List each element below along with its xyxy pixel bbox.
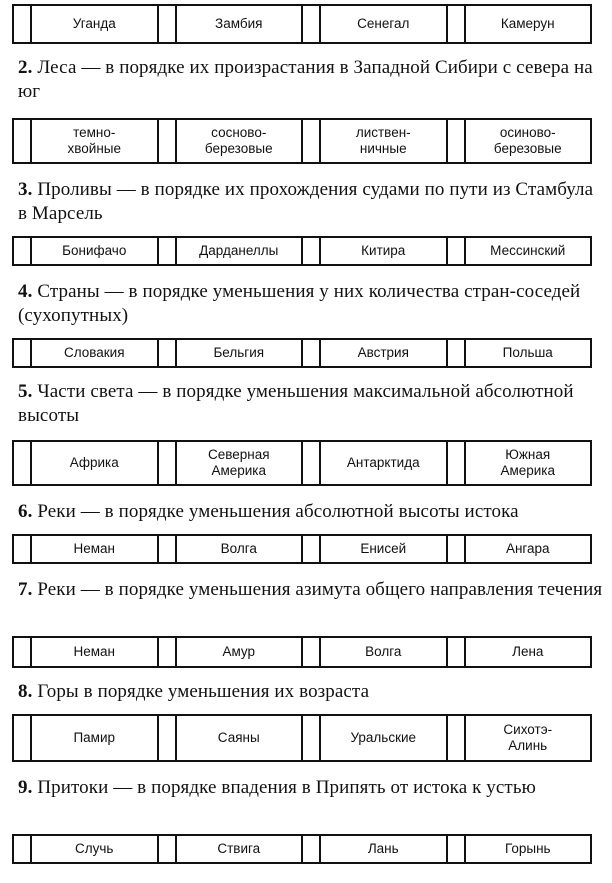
answer-cell [14, 836, 157, 862]
answer-slot[interactable] [303, 836, 321, 862]
answer-option: листвен- ничные [355, 125, 411, 156]
question-number: 2. [18, 57, 33, 78]
answer-option: осиново- березовые [493, 125, 562, 156]
answer-cell [14, 638, 157, 666]
answer-option: Уральские [350, 730, 417, 745]
question-number: 5. [18, 381, 33, 402]
answer-option: Бонифачо [62, 243, 127, 258]
answer-slot[interactable] [14, 638, 32, 666]
answer-option: Горынь [504, 841, 551, 856]
answer-slot[interactable] [448, 638, 466, 666]
question-number: 6. [18, 501, 33, 522]
answer-cell [157, 716, 302, 760]
answer-option: Уганда [72, 16, 116, 31]
question-8 [18, 680, 604, 704]
answer-option: Польша [502, 345, 553, 360]
answer-slot[interactable] [448, 238, 466, 264]
answer-option: Африка [69, 455, 119, 470]
answer-option: Енисей [360, 541, 407, 556]
answer-option: Неман [73, 644, 115, 659]
answer-slot[interactable] [303, 120, 321, 162]
answer-slot[interactable] [448, 6, 466, 42]
answer-slot[interactable] [14, 238, 32, 264]
answer-cell [157, 120, 302, 162]
answer-cell [446, 442, 591, 484]
question-4 [18, 280, 604, 328]
answer-option: Случь [75, 841, 114, 856]
answer-option: Словакия [63, 345, 125, 360]
answer-slot[interactable] [14, 836, 32, 862]
answer-slot[interactable] [159, 238, 177, 264]
answer-row-9 [12, 834, 592, 864]
answer-option: Мессинский [490, 243, 566, 258]
answer-slot[interactable] [303, 340, 321, 366]
answer-cell [157, 638, 302, 666]
answer-option: Дарданеллы [199, 243, 279, 258]
answer-slot[interactable] [448, 716, 466, 760]
answer-slot[interactable] [14, 442, 32, 484]
answer-option: сосново- березовые [204, 125, 273, 156]
answer-slot[interactable] [159, 716, 177, 760]
answer-cell [446, 238, 591, 264]
answer-slot[interactable] [159, 120, 177, 162]
question-number: 8. [18, 681, 33, 702]
answer-slot[interactable] [14, 716, 32, 760]
answer-cell [446, 120, 591, 162]
answer-cell [301, 836, 446, 862]
answer-cell [301, 638, 446, 666]
answer-cell [14, 120, 157, 162]
question-text: Части света — в порядке уменьшения максимальной абсолютной высоты [18, 381, 574, 426]
question-5 [18, 380, 604, 428]
answer-cell [14, 442, 157, 484]
question-number: 4. [18, 281, 33, 302]
answer-cell [446, 716, 591, 760]
answer-slot[interactable] [303, 442, 321, 484]
answer-cell [14, 340, 157, 366]
question-number: 3. [18, 179, 33, 200]
answer-option: Австрия [357, 345, 409, 360]
answer-slot[interactable] [14, 340, 32, 366]
answer-option: Сенегал [357, 16, 410, 31]
answer-row-5 [12, 440, 592, 486]
answer-cell [301, 120, 446, 162]
answer-slot[interactable] [159, 6, 177, 42]
answer-cell [14, 716, 157, 760]
answer-slot[interactable] [303, 716, 321, 760]
answer-slot[interactable] [303, 638, 321, 666]
answer-slot[interactable] [303, 6, 321, 42]
answer-slot[interactable] [14, 120, 32, 162]
answer-slot[interactable] [159, 340, 177, 366]
answer-row-2 [12, 118, 592, 164]
answer-slot[interactable] [159, 638, 177, 666]
question-text: Реки — в порядке уменьшения абсолютной высоты истока [37, 501, 519, 522]
answer-slot[interactable] [159, 836, 177, 862]
answer-cell [157, 442, 302, 484]
answer-slot[interactable] [448, 536, 466, 562]
answer-slot[interactable] [159, 442, 177, 484]
question-text: Проливы — в порядке их прохождения судами по пути из Стамбула в Марсель [18, 179, 594, 224]
question-text: Притоки — в порядке впадения в Припять от истока к устью [37, 777, 536, 798]
question-7 [18, 578, 604, 602]
question-text: Леса — в порядке их произрастания в Западной Сибири с севера на юг [18, 57, 593, 102]
answer-slot[interactable] [14, 536, 32, 562]
answer-option: темно- хвойные [67, 125, 121, 156]
answer-option: Южная Америка [500, 447, 556, 478]
question-number: 9. [18, 777, 33, 798]
answer-cell [446, 6, 591, 42]
answer-option: Сихотэ- Алинь [503, 722, 553, 753]
answer-cell [14, 6, 157, 42]
answer-cell [157, 536, 302, 562]
answer-cell [301, 6, 446, 42]
answer-option: Саяны [217, 730, 260, 745]
question-3 [18, 178, 604, 226]
answer-slot[interactable] [448, 340, 466, 366]
question-2 [18, 56, 604, 104]
answer-slot[interactable] [159, 536, 177, 562]
answer-option: Бельгия [213, 345, 265, 360]
answer-slot[interactable] [303, 536, 321, 562]
answer-row-4 [12, 338, 592, 368]
answer-option: Камерун [500, 16, 555, 31]
question-text: Реки — в порядке уменьшения азимута общего направления течения [37, 579, 603, 600]
answer-option: Лань [367, 841, 399, 856]
answer-cell [157, 238, 302, 264]
answer-row-8 [12, 714, 592, 762]
answer-slot[interactable] [448, 836, 466, 862]
answer-option: Памир [73, 730, 116, 745]
answer-option: Ствига [217, 841, 261, 856]
answer-slot[interactable] [14, 6, 32, 42]
answer-cell [301, 442, 446, 484]
answer-slot[interactable] [448, 442, 466, 484]
answer-option: Амур [222, 644, 256, 659]
answer-option: Ангара [505, 541, 550, 556]
answer-cell [446, 836, 591, 862]
question-text: Страны — в порядке уменьшения у них количества стран-соседей (сухопутных) [18, 281, 581, 326]
answer-option: Неман [73, 541, 115, 556]
answer-cell [14, 536, 157, 562]
answer-cell [301, 536, 446, 562]
answer-option: Антарктида [346, 455, 420, 470]
answer-cell [446, 340, 591, 366]
answer-option: Северная Америка [207, 447, 270, 478]
question-text: Горы в порядке уменьшения их возраста [37, 681, 370, 702]
answer-cell [446, 638, 591, 666]
answer-option: Китира [361, 243, 406, 258]
answer-cell [157, 6, 302, 42]
answer-cell [14, 238, 157, 264]
question-6 [18, 500, 604, 524]
answer-row-1 [12, 4, 592, 44]
answer-slot[interactable] [448, 120, 466, 162]
answer-cell [301, 716, 446, 760]
answer-cell [301, 238, 446, 264]
question-9 [18, 776, 604, 800]
answer-cell [446, 536, 591, 562]
answer-cell [301, 340, 446, 366]
answer-row-6 [12, 534, 592, 564]
answer-option: Замбия [215, 16, 263, 31]
answer-option: Лена [512, 644, 544, 659]
answer-cell [157, 836, 302, 862]
answer-row-3 [12, 236, 592, 266]
question-number: 7. [18, 579, 33, 600]
answer-option: Волга [220, 541, 257, 556]
answer-option: Волга [365, 644, 402, 659]
answer-cell [157, 340, 302, 366]
answer-row-7 [12, 636, 592, 668]
answer-slot[interactable] [303, 238, 321, 264]
